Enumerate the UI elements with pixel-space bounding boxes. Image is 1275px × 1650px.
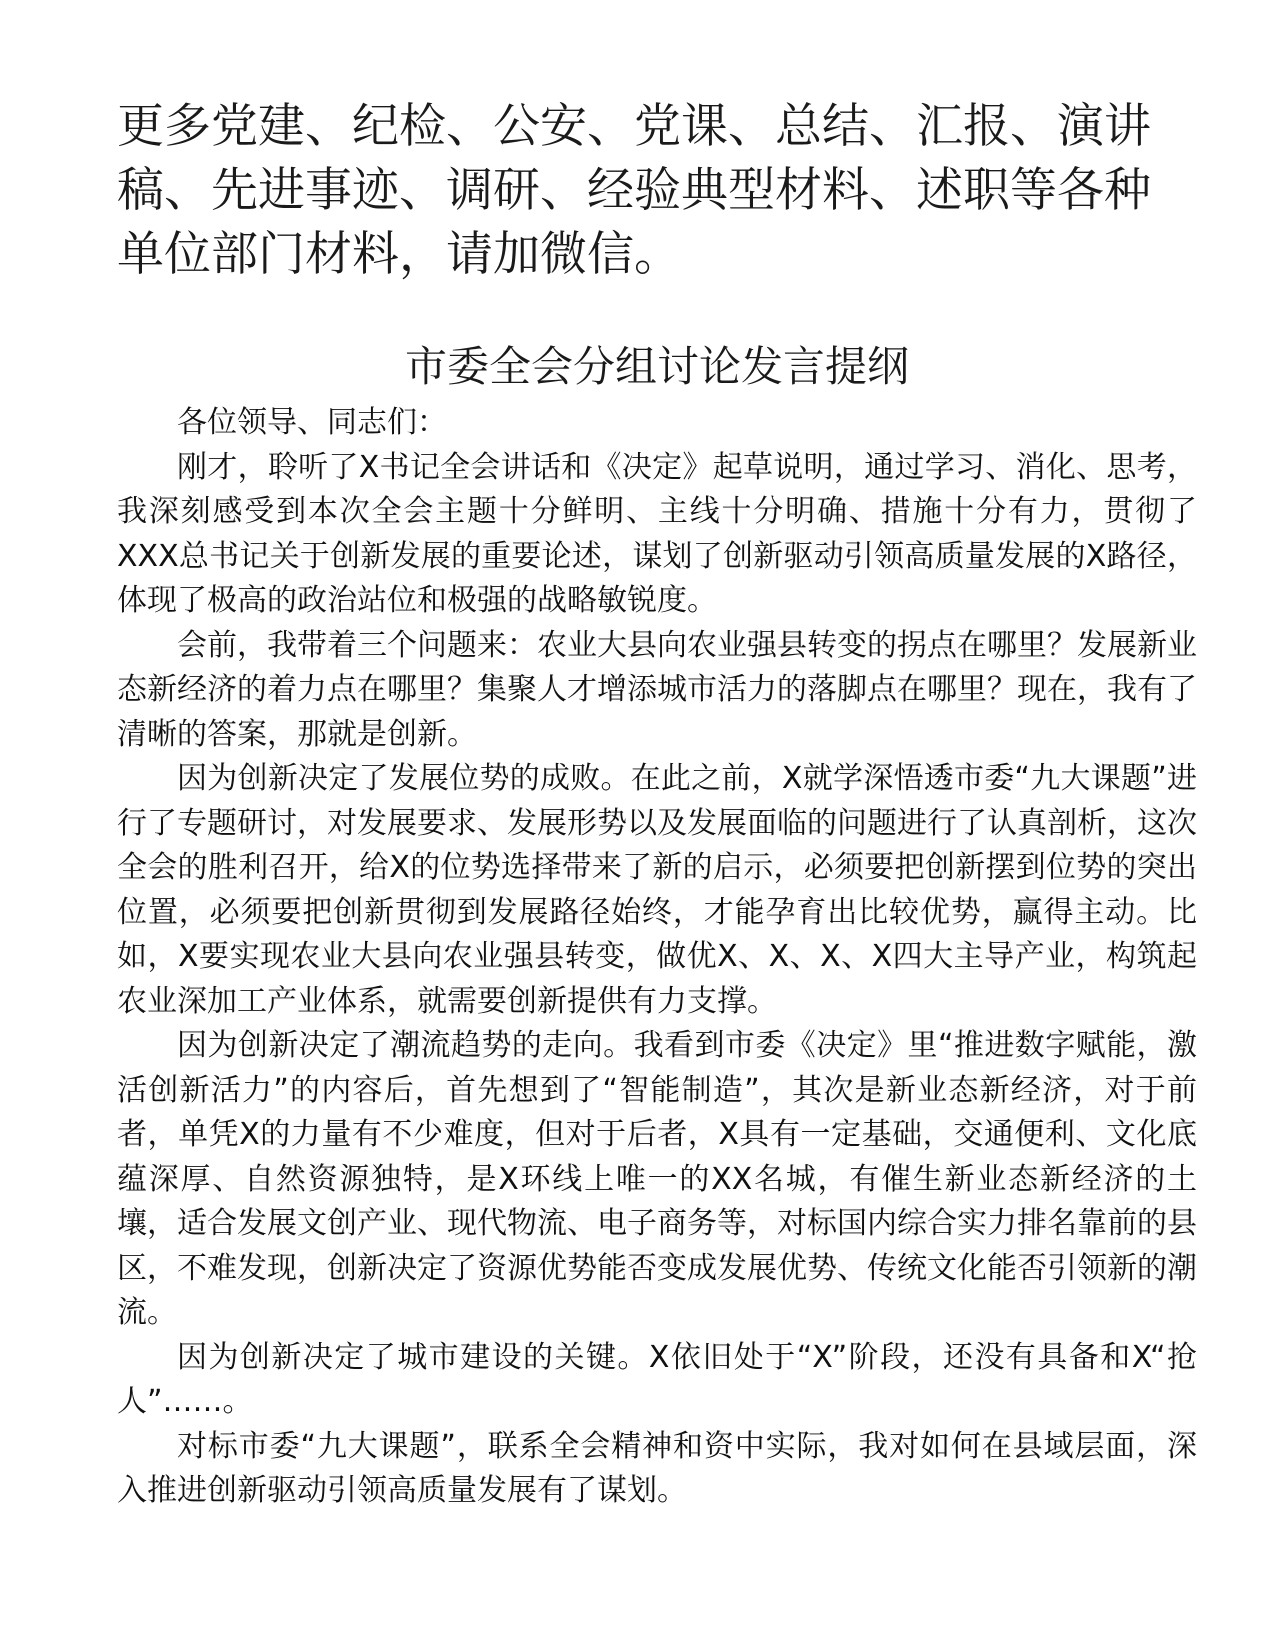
paragraph-4: 因为创新决定了潮流趋势的走向。我看到市委《决定》里“推进数字赋能，激活创新活力”的内容后，首先想到了“智能制造”，其次是新业态新经济，对于前者，单凭X的力量有不少难度，但对于后者，X具有一定基础，交通便利、文化底蕴深厚、自然资源独特，是X环线上唯一的XX名城，有催生新业态新经济的土壤，适合发展文创产业、现代物流、电子商务等，对标国内综合实力排名靠前的县区，不难发现，创新决定了资源优势能否变成发展优势、传统文化能否引领新的潮流。 — [117, 1028, 1197, 1330]
paragraph-3: 因为创新决定了发展位势的成败。在此之前，X就学深悟透市委“九大课题”进行了专题研讨，对发展要求、发展形势以及发展面临的问题进行了认真剖析，这次全会的胜利召开，给X的位势选择带来了新的启示，必须要把创新摆到位势的突出位置，必须要把创新贯彻到发展路径始终，才能孕育出比较优势，赢得主动。比如，X要实现农业大县向农业强县转变，做优X、X、X、X四大主导产业，构筑起农业深加工产业体系，就需要创新提供有力支撑。 — [117, 761, 1197, 1019]
promo-text: 更多党建、纪检、公安、党课、总结、汇报、演讲稿、先进事迹、调研、经验典型材料、述职等各种单位部门材料，请加微信。 — [117, 99, 1151, 282]
document-page — [117, 95, 1197, 1514]
paragraph-5: 因为创新决定了城市建设的关键。X依旧处于“X”阶段，还没有具备和X“抢人”……。 — [117, 1339, 1197, 1419]
document-title: 市委全会分组讨论发言提纲 — [404, 342, 909, 391]
paragraph-6: 对标市委“九大课题”，联系全会精神和资中实际，我对如何在县域层面，深入推进创新驱动引领高质量发展有了谋划。 — [117, 1428, 1197, 1508]
greeting: 各位领导、同志们： — [177, 405, 447, 440]
paragraph-1: 刚才，聆听了X书记全会讲话和《决定》起草说明，通过学习、消化、思考，我深刻感受到本次全会主题十分鲜明、主线十分明确、措施十分有力，贯彻了XXX总书记关于创新发展的重要论述，谋划了创新驱动引领高质量发展的X路径，体现了极高的政治站位和极强的战略敏锐度。 — [117, 449, 1197, 618]
paragraph-2: 会前，我带着三个问题来：农业大县向农业强县转变的拐点在哪里？发展新业态新经济的着力点在哪里？集聚人才增添城市活力的落脚点在哪里？现在，我有了清晰的答案，那就是创新。 — [117, 627, 1197, 752]
